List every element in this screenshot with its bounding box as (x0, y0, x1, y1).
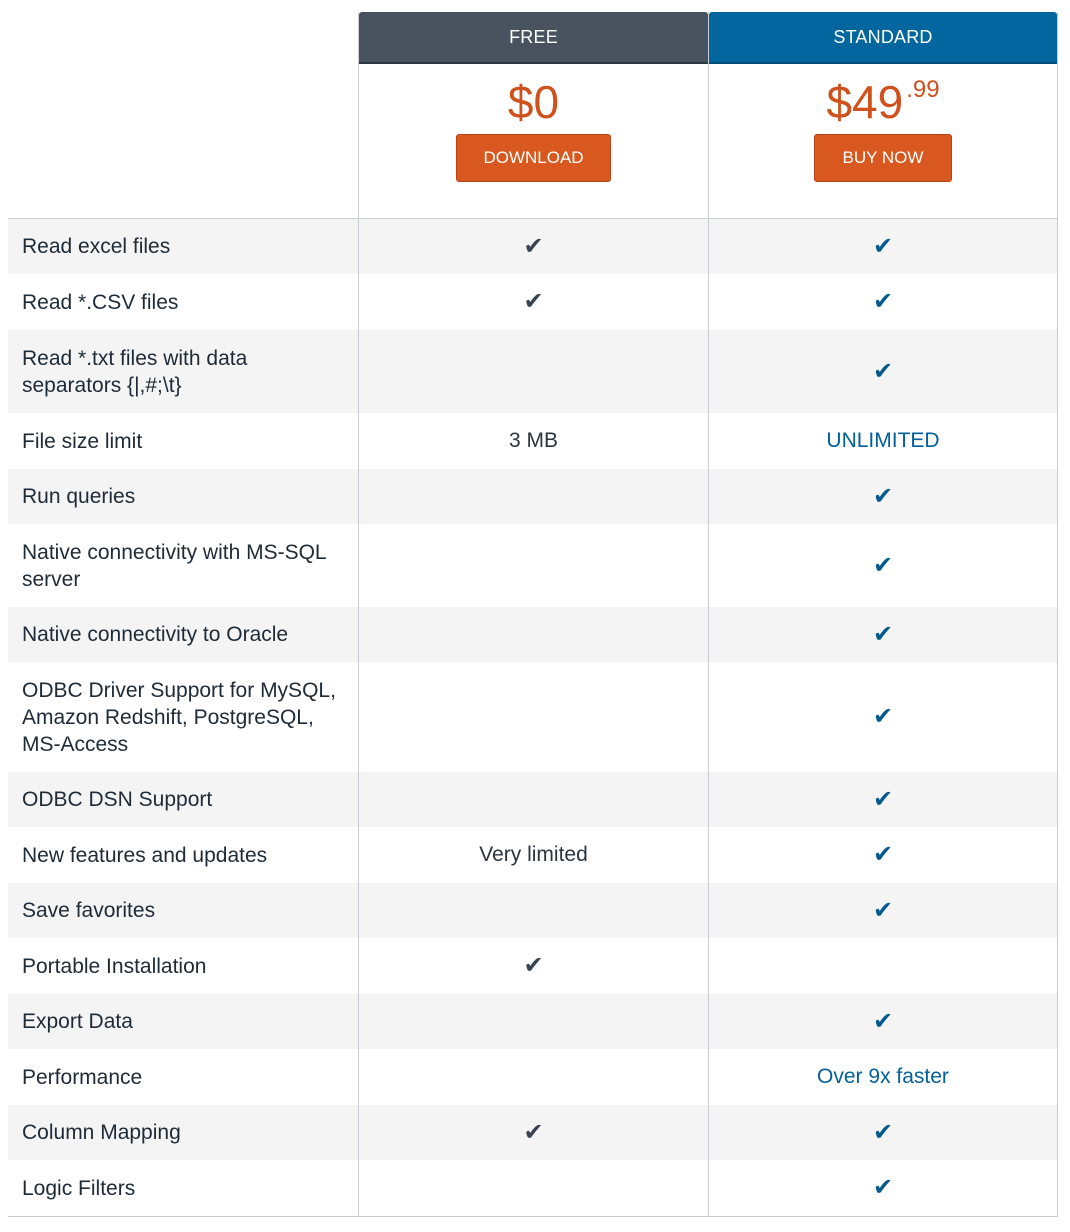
feature-free-cell (358, 219, 708, 274)
plan-standard (708, 12, 1058, 219)
checkmark-icon: ✔ (872, 1174, 894, 1201)
plan-free-price-amount: $0 (507, 76, 560, 128)
checkmark-icon: ✔ (872, 357, 894, 385)
feature-standard-value: Over 9x faster (817, 1065, 949, 1088)
feature-list (8, 219, 1058, 1216)
feature-free-cell (358, 883, 708, 938)
feature-label: File size limit (22, 429, 143, 453)
feature-label: Export Data (22, 1010, 133, 1033)
download-button[interactable]: DOWNLOAD (456, 134, 611, 182)
feature-standard-cell (708, 883, 1058, 938)
feature-label: ODBC Driver Support for MySQL, Amazon Redshift, PostgreSQL, MS-Access (22, 678, 336, 756)
feature-standard-cell (708, 524, 1058, 607)
checkmark-icon: ✔ (872, 620, 894, 648)
feature-row (8, 772, 1058, 827)
pricing-header (8, 12, 1058, 219)
feature-label: ODBC DSN Support (22, 788, 213, 811)
plan-free (358, 12, 708, 219)
feature-row (8, 938, 1058, 994)
feature-free-cell (358, 1105, 708, 1160)
feature-label: Column Mapping (22, 1121, 181, 1144)
feature-standard-cell (708, 219, 1058, 274)
feature-standard-cell (708, 938, 1058, 994)
plan-standard-title: STANDARD (709, 12, 1057, 64)
feature-standard-cell (708, 274, 1058, 330)
checkmark-icon: ✔ (523, 232, 544, 260)
feature-standard-cell (708, 994, 1058, 1049)
feature-free-cell (358, 330, 708, 413)
checkmark-icon: ✔ (872, 288, 894, 315)
feature-label: Performance (22, 1065, 143, 1089)
feature-row (8, 413, 1058, 469)
feature-free-cell (358, 1049, 708, 1105)
feature-free-cell (358, 938, 708, 994)
pricing-table (8, 12, 1058, 1217)
feature-free-cell (358, 524, 708, 607)
feature-label: Save favorites (22, 899, 156, 922)
checkmark-icon: ✔ (872, 896, 894, 924)
checkmark-icon: ✔ (872, 841, 894, 868)
feature-row (8, 524, 1058, 607)
checkmark-icon: ✔ (872, 1118, 894, 1146)
feature-row (8, 883, 1058, 938)
feature-label: Read *.CSV files (22, 290, 179, 314)
feature-standard-cell (708, 772, 1058, 827)
feature-row (8, 607, 1058, 662)
feature-free-cell (358, 607, 708, 662)
plan-standard-price (826, 72, 939, 132)
feature-label: Run queries (22, 485, 136, 508)
feature-label: Read *.txt files with data separators {|,#;\t} (22, 346, 248, 397)
feature-label: New features and updates (22, 843, 268, 867)
plan-standard-price-amount: $49 (826, 76, 904, 128)
feature-row (8, 827, 1058, 883)
plan-standard-price-cents: .99 (906, 76, 940, 103)
feature-free-cell (358, 827, 708, 883)
feature-row (8, 994, 1058, 1049)
checkmark-icon: ✔ (872, 703, 894, 730)
feature-row (8, 662, 1058, 772)
feature-standard-cell (708, 662, 1058, 772)
feature-row (8, 1160, 1058, 1216)
feature-free-value: 3 MB (508, 429, 558, 452)
checkmark-icon: ✔ (872, 551, 894, 579)
feature-label: Portable Installation (22, 954, 207, 978)
checkmark-icon: ✔ (872, 1007, 894, 1035)
buy-now-button[interactable]: BUY NOW (814, 134, 952, 182)
table-bottom-divider (8, 1216, 1058, 1217)
feature-standard-cell (708, 1105, 1058, 1160)
feature-standard-cell (708, 827, 1058, 883)
feature-standard-cell (708, 469, 1058, 524)
checkmark-icon: ✔ (523, 288, 544, 315)
checkmark-icon: ✔ (872, 785, 894, 813)
plan-free-price (508, 72, 559, 132)
feature-standard-cell (708, 607, 1058, 662)
feature-row (8, 274, 1058, 330)
feature-row (8, 1105, 1058, 1160)
feature-free-value: Very limited (479, 843, 588, 866)
feature-label: Logic Filters (22, 1176, 136, 1200)
feature-row (8, 219, 1058, 274)
feature-free-cell (358, 413, 708, 469)
feature-standard-cell (708, 330, 1058, 413)
feature-free-cell (358, 274, 708, 330)
checkmark-icon: ✔ (872, 482, 894, 510)
feature-row (8, 1049, 1058, 1105)
plan-free-title: FREE (359, 12, 708, 64)
feature-free-cell (358, 662, 708, 772)
checkmark-icon: ✔ (523, 1118, 544, 1146)
feature-free-cell (358, 469, 708, 524)
header-spacer (8, 12, 358, 219)
feature-row (8, 330, 1058, 413)
feature-free-cell (358, 1160, 708, 1216)
feature-row (8, 469, 1058, 524)
feature-label: Read excel files (22, 235, 171, 258)
feature-standard-cell (708, 1049, 1058, 1105)
feature-standard-value: UNLIMITED (826, 429, 940, 452)
checkmark-icon: ✔ (523, 952, 544, 979)
feature-label: Native connectivity with MS-SQL server (22, 540, 326, 591)
checkmark-icon: ✔ (872, 232, 894, 260)
feature-standard-cell (708, 1160, 1058, 1216)
feature-free-cell (358, 994, 708, 1049)
feature-free-cell (358, 772, 708, 827)
feature-standard-cell (708, 413, 1058, 469)
feature-label: Native connectivity to Oracle (22, 623, 289, 646)
